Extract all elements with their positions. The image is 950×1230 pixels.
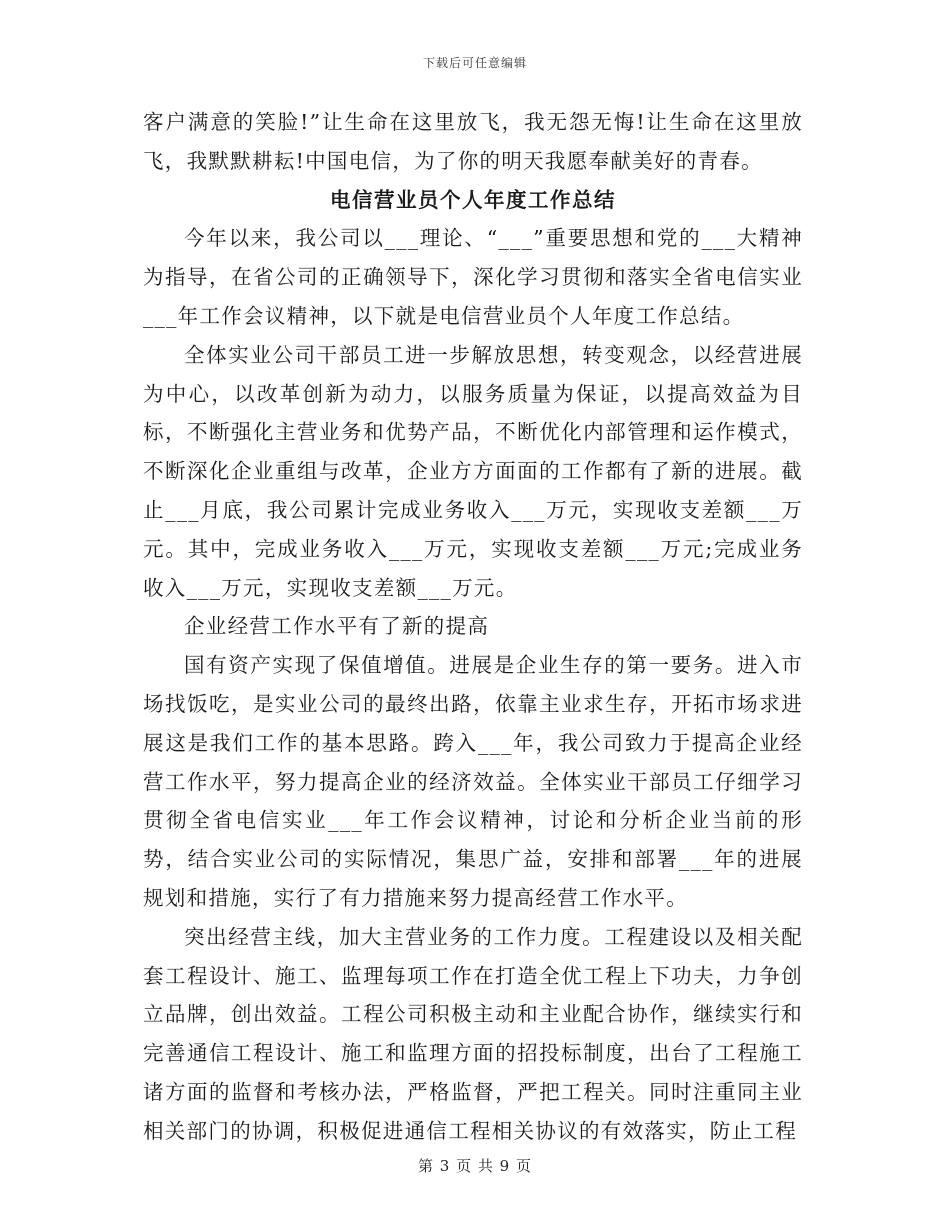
paragraph-overview: 全体实业公司干部员工进一步解放思想，转变观念，以经营进展为中心，以改革创新为动力，以服务质量为保证，以提高效益为目标，不断强化主营业务和优势产品，不断优化内部管理和运作模式，不断深化企业重组与改革，企业方方面面的工作都有了新的进展。截止___月底，我公司累计完成业务收入___万元，实现收支差额___万元。其中，完成业务收入___万元，实现收支差额___万元;完成业务收入___万元，实现收支差额___万元。 xyxy=(143,342,803,600)
page-header-note: 下载后可任意编辑 xyxy=(422,56,527,70)
section-heading: 企业经营工作水平有了新的提高 xyxy=(184,614,490,639)
continued-paragraph: 客户满意的笑脸!”让生命在这里放飞，我无怨无悔!让生命在这里放飞，我默默耕耘!中国电信，为了你的明天我愿奉献美好的青春。 xyxy=(143,110,803,173)
document-title: 电信营业员个人年度工作总结 xyxy=(330,187,616,212)
document-body xyxy=(143,103,803,1151)
paragraph-business: 突出经营主线，加大主营业务的工作力度。工程建设以及相关配套工程设计、施工、监理每项工作在打造全优工程上下功夫，力争创立品牌，创出效益。工程公司积极主动和主业配合协作，继续实行和完善通信工程设计、施工和监理方面的招投标制度，出台了工程施工诸方面的监督和考核办法，严格监督，严把工程关。同时注重同主业相关部门的协调，积极促进通信工程相关协议的有效落实，防止工程 xyxy=(143,924,803,1143)
page-number: 第 3 页 共 9 页 xyxy=(418,1157,532,1175)
paragraph-assets: 国有资产实现了保值增值。进展是企业生存的第一要务。进入市场找饭吃，是实业公司的最终出路，依靠主业求生存，开拓市场求进展这是我们工作的基本思路。跨入___年，我公司致力于提高企业经营工作水平，努力提高企业的经济效益。全体实业干部员工仔细学习贯彻全省电信实业___年工作会议精神，讨论和分析企业当前的形势，结合实业公司的实际情况，集思广益，安排和部署___年的进展规划和措施，实行了有力措施来努力提高经营工作水平。 xyxy=(143,653,803,910)
paragraph-intro: 今年以来，我公司以___理论、“___”重要思想和党的___大精神为指导，在省公司的正确领导下，深化学习贯彻和落实全省电信实业___年工作会议精神，以下就是电信营业员个人年度工作总结。 xyxy=(143,226,803,328)
